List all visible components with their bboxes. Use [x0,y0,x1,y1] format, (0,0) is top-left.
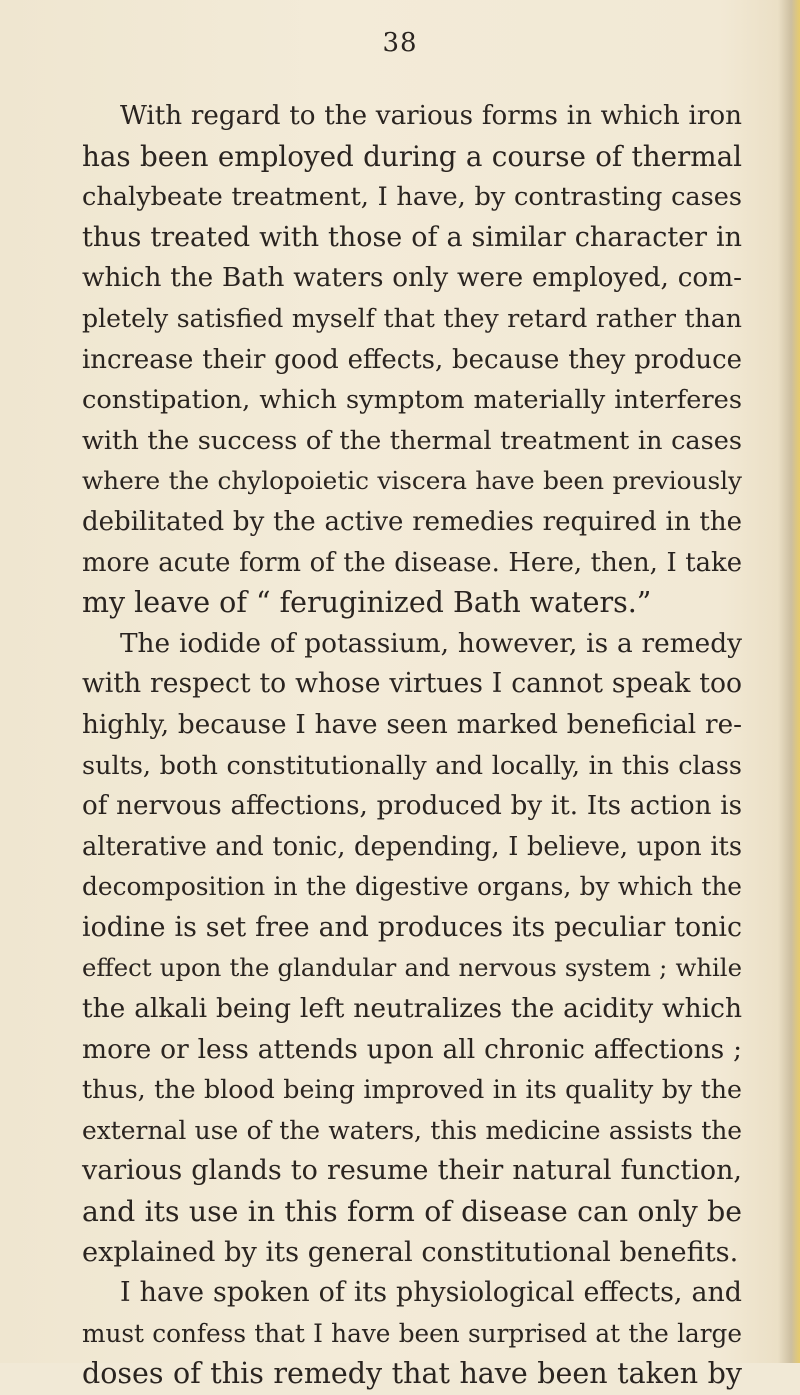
page-number: 38 [382,28,418,58]
page-edge [778,0,800,1363]
text-line: decomposition in the digestive organs, by which the [82,872,742,902]
text-line: more acute form of the disease. Here, then, I take [82,547,742,578]
text-line: where the chylopoietic viscera have been previously [82,466,742,496]
text-line: increase their good effects, because they produce [82,344,742,375]
text-line: the alkali being left neutralizes the acidity which [82,993,742,1025]
text-line: The iodide of potassium, however, is a remedy [120,628,742,659]
text-line: more or less attends upon all chronic affections ; [82,1033,742,1065]
text-line: thus, the blood being improved in its quality by the [82,1075,742,1105]
text-line: must confess that I have been surprised at the large [82,1318,742,1348]
text-line: With regard to the various forms in which iron [120,101,742,131]
text-line: with respect to whose virtues I cannot speak too [82,668,742,700]
text-line: which the Bath waters only were employed, com- [82,263,742,294]
text-line: external use of the waters, this medicine assists the [82,1115,742,1145]
text-line: my leave of “ feruginized Bath waters.” [82,586,652,620]
text-line: thus treated with those of a similar character in [82,221,742,253]
text-line: doses of this remedy that have been taken by [82,1357,742,1391]
text-line: of nervous affections, produced by it. Its action is [82,791,742,822]
text-line: I have spoken of its physiological effects, and [120,1277,742,1309]
text-line: iodine is set free and produces its peculiar tonic [82,911,742,943]
body-text [82,96,742,1395]
text-line: alterative and tonic, depending, I believe, upon its [82,831,742,862]
text-line: various glands to resume their natural function, [82,1155,742,1187]
text-line: highly, because I have seen marked beneficial re- [82,709,742,740]
text-line: chalybeate treatment, I have, by contrasting cases [82,182,742,213]
text-line: and its use in this form of disease can only be [82,1195,742,1229]
text-line: effect upon the glandular and nervous system ; while [82,953,742,983]
text-line: with the success of the thermal treatment in cases [82,425,742,456]
text-line: sults, both constitutionally and locally, in this class [82,750,742,781]
text-line: has been employed during a course of thermal [82,139,742,173]
text-line: pletely satisfied myself that they retard rather than [82,303,742,333]
text-line: explained by its general constitutional benefits. [82,1236,739,1268]
text-line: debilitated by the active remedies required in the [82,506,742,537]
text-line: constipation, which symptom materially interferes [82,385,742,416]
